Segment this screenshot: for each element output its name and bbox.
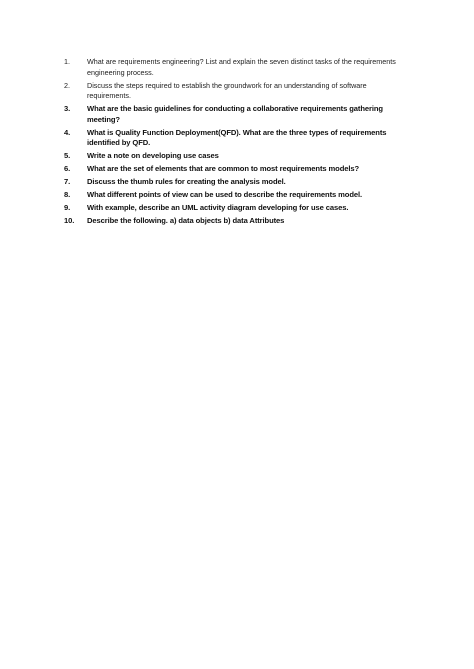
question-number: 2. — [64, 80, 70, 90]
question-text: Discuss the steps required to establish the groundwork for an understanding of software requirements. — [87, 80, 367, 101]
question-item — [64, 216, 404, 227]
question-text: What are requirements engineering? List and explain the seven distinct tasks of the requirements engineering process. — [87, 57, 396, 77]
question-item — [64, 57, 404, 78]
question-text: With example, describe an UML activity diagram developing for use cases. — [87, 203, 349, 213]
question-text: What different points of view can be used to describe the requirements model. — [87, 190, 363, 200]
question-list — [64, 57, 404, 229]
question-item — [64, 104, 404, 125]
question-item — [64, 164, 404, 175]
question-number: 9. — [64, 203, 71, 213]
question-text: Describe the following. a) data objects b) data Attributes — [87, 216, 285, 226]
question-number: 3. — [64, 104, 71, 114]
question-number: 1. — [64, 57, 70, 66]
question-item — [64, 190, 404, 201]
question-number: 5. — [64, 151, 71, 161]
question-number: 6. — [64, 164, 71, 174]
question-number: 8. — [64, 190, 71, 200]
question-number: 4. — [64, 127, 71, 137]
question-text: What are the set of elements that are common to most requirements models? — [87, 164, 360, 174]
question-number: 7. — [64, 177, 71, 187]
question-item — [64, 128, 404, 149]
question-text: What is Quality Function Deployment(QFD). What are the three types of requirements identified by QFD. — [87, 127, 387, 148]
question-item — [64, 151, 404, 162]
question-item — [64, 81, 404, 102]
question-text: Write a note on developing use cases — [87, 151, 219, 161]
question-number: 10. — [64, 216, 75, 226]
question-text: What are the basic guidelines for conducting a collaborative requirements gathering meeting? — [87, 104, 383, 124]
question-item — [64, 177, 404, 188]
question-text: Discuss the thumb rules for creating the analysis model. — [87, 177, 286, 187]
question-item — [64, 203, 404, 214]
